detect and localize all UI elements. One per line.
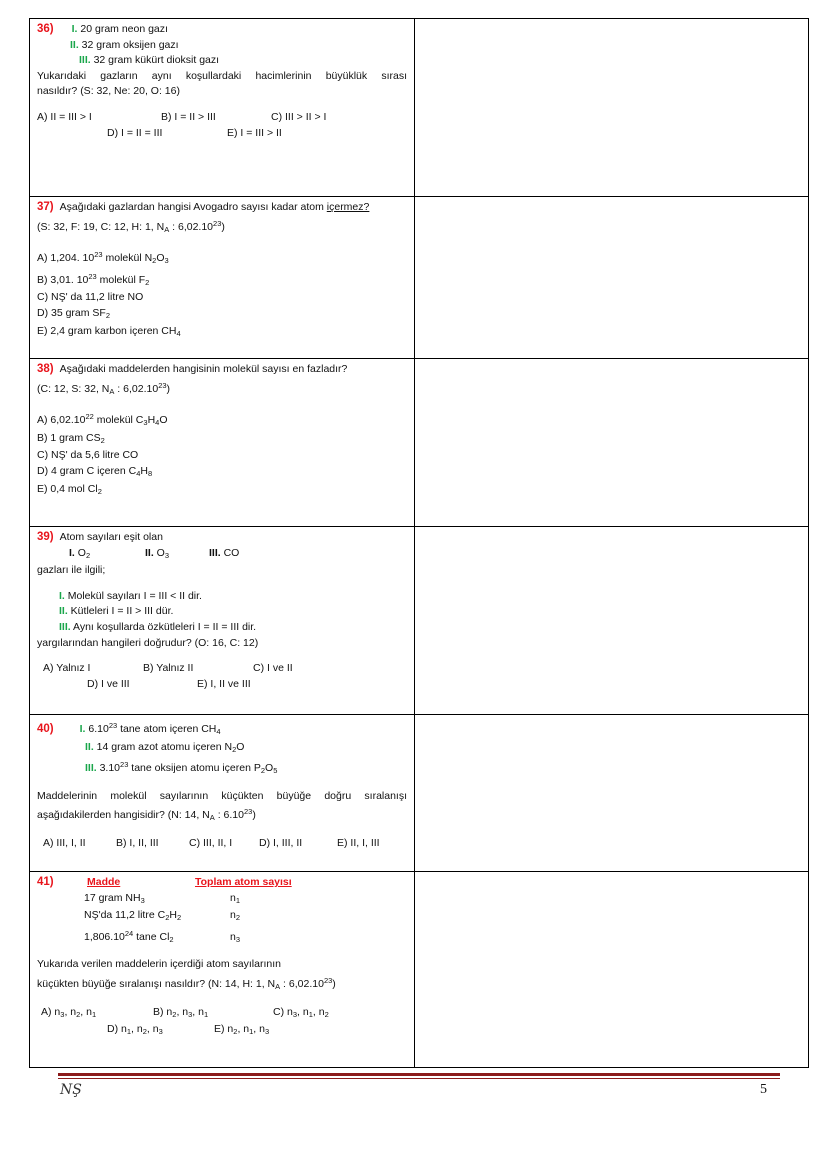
- option-b[interactable]: B) I, II, III: [116, 836, 159, 849]
- option-d[interactable]: D) I, III, II: [259, 836, 303, 849]
- option-a[interactable]: A) III, I, II: [43, 836, 86, 849]
- option-d[interactable]: D) 4 gram C içeren $C_4H_8$: [37, 464, 153, 478]
- question-37: 37) Aşağıdaki gazlardan hangisi Avogadro sayısı kadar atom içermez? (S: 32, F: 19, C: 12, H: 1, $N_A$ : 6,02.10$^{23}$) A) 1,204. $10^{23}$ molekül $N_2O_3$ B) 3,01. $10^{23}$ molekül $F_2$ C) NŞ' da 11,2 litre NO D) 35 gram $SF_2$ E) 2,4 gram karbon içeren $CH_4$: [30, 197, 415, 358]
- option-e[interactable]: E) I, II ve III: [197, 677, 251, 690]
- option-e[interactable]: E) 0,4 mol $Cl_2$: [37, 482, 102, 496]
- question-38: 38) Aşağıdaki maddelerden hangisinin molekül sayısı en fazladır? (C: 12, S: 32, $N_A$ : 6,02.10$^{23}$) A) 6,02.10$^{22}$ molekül $C_3H_4O$ B) 1 gram $CS_2$ C) NŞ' da 5,6 litre CO D) 4 gram C içeren $C_4H_8$ E) 0,4 mol $Cl_2$: [30, 359, 415, 526]
- answer-space[interactable]: [415, 359, 808, 526]
- option-c[interactable]: C) NŞ' da 11,2 litre NO: [37, 291, 144, 304]
- option-b[interactable]: B) 1 gram $CS_2$: [37, 431, 105, 445]
- footer-rule-thin: [58, 1078, 780, 1079]
- option-c[interactable]: C) III > II > I: [271, 110, 327, 123]
- option-e[interactable]: E) II, I, III: [337, 836, 380, 849]
- question-41: 41) Madde Toplam atom sayısı 17 gram $NH_3$ $n_1$ NŞ'da 11,2 litre $C_2H_2$ $n_2$ 1,806.10$^{24}$ tane $Cl_2$ $n_3$ Yukarıda verilen maddelerin içerdiği atom sayılarının küçükten büyüğe sıralanışı nasıldır? (N: 14, H: 1, $N_A$ : 6,02.10$^{23}$) A) $n_3$, $n_2$, $n_1$ B) $n_2$, $n_3$, $n_1$ C) $n_3$, $n_1$, $n_2$ D) $n_1$, $n_2$, $n_3$ E) $n_2$, $n_1$, $n_3$: [30, 872, 415, 1067]
- question-40-row: [30, 715, 808, 872]
- question-39: 39) Atom sayıları eşit olan I. $O_2$ II. $O_3$ III. CO gazları ile ilgili; I. Molekül sayıları I = III < II dir. II. Kütleleri I = II > III dür. III. Aynı koşullarda özkütleleri I = II = III dir. yargılarından hangileri doğrudur? (O: 16, C: 12) A) Yalnız I B) Yalnız II C) I ve II D) I ve III E) I, II ve III: [30, 527, 415, 714]
- option-e[interactable]: E) I = III > II: [227, 126, 282, 139]
- question-40: 40) I. 6.10$^{23}$ tane atom içeren $CH_4$ II. 14 gram azot atomu içeren $N_2O$ III. 3.10$^{23}$ tane oksijen atomu içeren $P_2O_5$ Maddelerinin molekül sayılarının küçükten büyüğe doğru sıralanışı aşağıdakilerden hangisidir? (N: 14, $N_A$ : 6.10$^{23}$) A) III, I, II B) I, II, III C) III, II, I D) I, III, II E) II, I, III: [30, 715, 415, 871]
- answer-space[interactable]: [415, 872, 808, 1067]
- answer-options: [37, 110, 407, 126]
- page-number: 5: [760, 1082, 767, 1097]
- footer-logo: NŞ: [60, 1082, 82, 1098]
- option-a[interactable]: A) II = III > I: [37, 110, 92, 123]
- answer-space[interactable]: [415, 527, 808, 714]
- option-c[interactable]: C) NŞ' da 5,6 litre CO: [37, 449, 139, 462]
- option-d[interactable]: D) $n_1$, $n_2$, $n_3$: [107, 1023, 163, 1037]
- question-number: 36): [37, 23, 54, 35]
- option-d[interactable]: D) I = II = III: [107, 126, 163, 139]
- option-e[interactable]: E) 2,4 gram karbon içeren $CH_4$: [37, 324, 181, 338]
- option-c[interactable]: C) III, II, I: [189, 836, 233, 849]
- question-36: 36) I. 20 gram neon gazı II. 32 gram oksijen gazı III. 32 gram kükürt dioksit gazı Yukarıdaki gazların aynı koşullardaki hacimlerinin büyüklük sırası nasıldır? (S: 32, Ne: 20, O: 16) A) II = III > I B) I = II > III C) III > II > I D) I = II = III E) I = III > II: [30, 19, 415, 196]
- answer-space[interactable]: [415, 197, 808, 358]
- option-a[interactable]: A) Yalnız I: [43, 662, 91, 675]
- option-c[interactable]: C) $n_3$, $n_1$, $n_2$: [273, 1005, 329, 1019]
- option-a[interactable]: A) 6,02.10$^{22}$ molekül $C_3H_4O$: [37, 412, 168, 428]
- option-b[interactable]: B) 3,01. $10^{23}$ molekül $F_2$: [37, 271, 150, 287]
- answer-space[interactable]: [415, 19, 808, 196]
- option-b[interactable]: B) I = II > III: [161, 110, 216, 123]
- option-e[interactable]: E) $n_2$, $n_1$, $n_3$: [214, 1023, 270, 1037]
- question-38-row: [30, 359, 808, 527]
- answer-space[interactable]: [415, 715, 808, 871]
- option-c[interactable]: C) I ve II: [253, 662, 293, 675]
- question-41-row: [30, 872, 808, 1067]
- footer-rule: [58, 1073, 780, 1076]
- option-a[interactable]: A) 1,204. $10^{23}$ molekül $N_2O_3$: [37, 250, 169, 266]
- option-a[interactable]: A) $n_3$, $n_2$, $n_1$: [41, 1005, 97, 1019]
- question-37-row: [30, 197, 808, 359]
- option-d[interactable]: D) I ve III: [87, 677, 130, 690]
- question-36-row: [30, 19, 808, 197]
- option-b[interactable]: B) Yalnız II: [143, 662, 194, 675]
- question-sheet: [29, 18, 809, 1068]
- question-39-row: [30, 527, 808, 715]
- option-d[interactable]: D) 35 gram $SF_2$: [37, 306, 111, 320]
- option-b[interactable]: B) $n_2$, $n_3$, $n_1$: [153, 1005, 209, 1019]
